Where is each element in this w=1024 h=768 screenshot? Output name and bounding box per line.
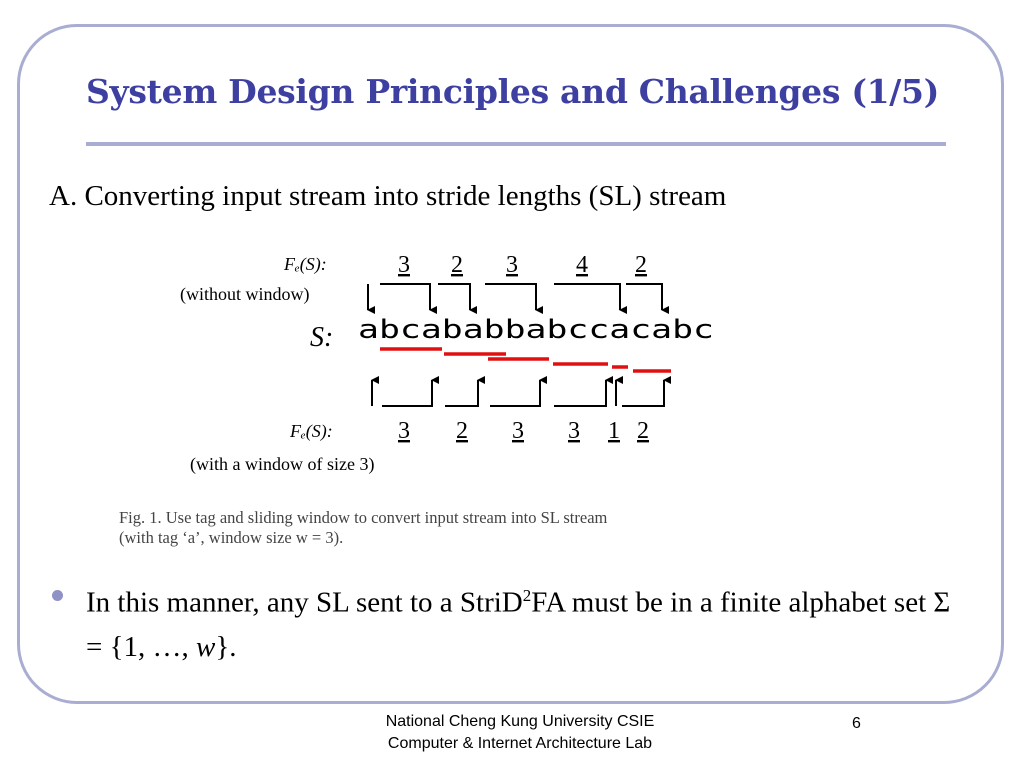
bullet-superscript: 2: [522, 586, 532, 605]
title-rule: [86, 142, 946, 146]
bottom-value-4: 3: [568, 418, 580, 444]
bullet-text-part-2: FA must be in a finite alphabet set Σ = {1, …,: [86, 586, 951, 663]
bullet-text-end: }.: [215, 630, 237, 663]
bullet-dot-icon: [52, 590, 63, 601]
top-value-5: 2: [635, 252, 647, 278]
input-stream: abcababbabccacabc: [358, 315, 714, 345]
bottom-function-note: (with a window of size 3): [190, 454, 375, 474]
footer-line-1: National Cheng Kung University CSIE: [385, 713, 655, 730]
stride-diagram: [170, 240, 730, 480]
top-value-4: 4: [576, 252, 588, 278]
caption-line-1: Fig. 1. Use tag and sliding window to convert input stream into SL stream: [119, 508, 608, 527]
bottom-value-1: 3: [398, 418, 410, 444]
slide-title: System Design Principles and Challenges (1/5): [86, 72, 940, 111]
top-function-note: (without window): [180, 284, 310, 304]
footer: [320, 711, 720, 755]
bottom-function-label: Fₑ(S):: [290, 421, 333, 441]
caption-line-2: (with tag ‘a’, window size w = 3).: [119, 528, 344, 547]
bottom-value-6: 2: [637, 418, 649, 444]
bullet-text: [86, 574, 966, 669]
footer-line-2: Computer & Internet Architecture Lab: [387, 735, 653, 752]
bottom-value-3: 3: [512, 418, 524, 444]
top-value-2: 2: [451, 252, 463, 278]
stream-label: S:: [310, 322, 334, 353]
figure-caption: [119, 508, 607, 548]
figure: [170, 240, 730, 480]
top-function-label: Fₑ(S):: [284, 254, 327, 274]
page-number: 6: [852, 715, 861, 732]
bullet-variable: w: [196, 630, 216, 663]
section-heading: A. Converting input stream into stride lengths (SL) stream: [49, 180, 727, 212]
bottom-value-2: 2: [456, 418, 468, 444]
window-highlights: [380, 349, 671, 371]
bullet-text-part-1: In this manner, any SL sent to a StriD: [86, 586, 523, 619]
top-value-3: 3: [506, 252, 518, 278]
top-value-1: 3: [398, 252, 410, 278]
bottom-value-5: 1: [608, 418, 620, 444]
